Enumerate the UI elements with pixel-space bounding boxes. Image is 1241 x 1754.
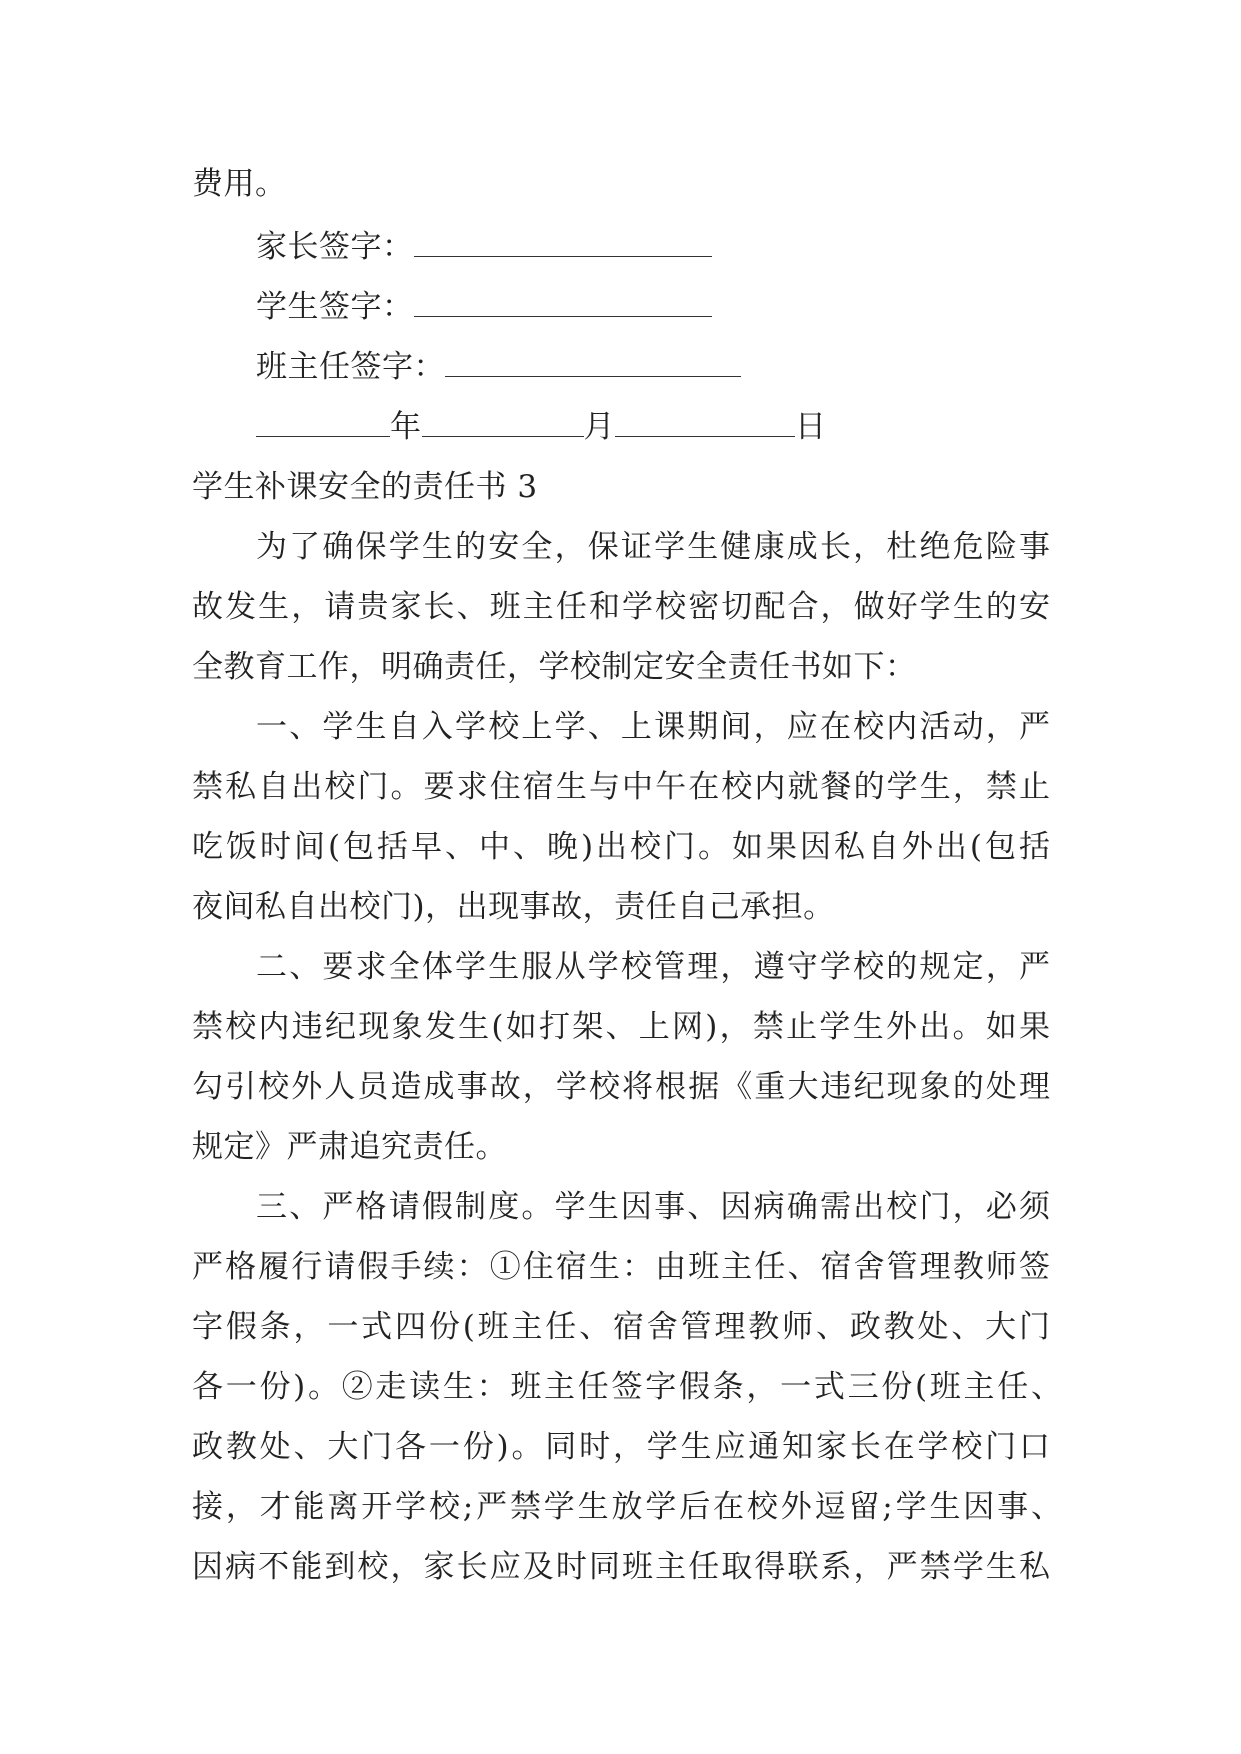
- paragraph-line: 吃饭时间(包括早、中、晚)出校门。如果因私自外出(包括: [192, 829, 1050, 865]
- paragraph-line: 政教处、大门各一份)。同时，学生应通知家长在学校门口: [192, 1429, 1050, 1465]
- paragraph-line: 严格履行请假手续：①住宿生：由班主任、宿舍管理教师签: [192, 1249, 1050, 1285]
- day-blank-line: [615, 408, 795, 437]
- paragraph-line: 勾引校外人员造成事故，学校将根据《重大违纪现象的处理: [192, 1069, 1050, 1105]
- paragraph-line: 字假条，一式四份(班主任、宿舍管理教师、政教处、大门: [192, 1309, 1050, 1345]
- paragraph-line: 禁校内违纪现象发生(如打架、上网)，禁止学生外出。如果: [192, 1009, 1050, 1045]
- parent-signature-row: [256, 227, 712, 267]
- paragraph-line: 夜间私自出校门)，出现事故，责任自己承担。: [192, 889, 835, 925]
- intro-tail-text: 费用。: [192, 166, 287, 202]
- teacher-signature-line: [445, 348, 741, 377]
- teacher-signature-row: [256, 347, 741, 387]
- day-label: 日: [795, 409, 827, 445]
- paragraph-line: 全教育工作，明确责任，学校制定安全责任书如下：: [192, 649, 917, 685]
- paragraph-line: 三、严格请假制度。学生因事、因病确需出校门，必须: [256, 1189, 1050, 1225]
- year-blank-line: [256, 408, 390, 437]
- student-signature-line: [414, 288, 712, 317]
- paragraph-line: 为了确保学生的安全，保证学生健康成长，杜绝危险事: [256, 529, 1050, 565]
- paragraph-line: 二、要求全体学生服从学校管理，遵守学校的规定，严: [256, 949, 1050, 985]
- month-label: 月: [583, 409, 615, 445]
- paragraph-line: 接，才能离开学校;严禁学生放学后在校外逗留;学生因事、: [192, 1489, 1062, 1525]
- paragraph-line: 各一份)。②走读生：班主任签字假条，一式三份(班主任、: [192, 1369, 1062, 1405]
- section-title: 学生补课安全的责任书 3: [192, 469, 538, 505]
- paragraph-line: 故发生，请贵家长、班主任和学校密切配合，做好学生的安: [192, 589, 1050, 625]
- year-label: 年: [390, 409, 422, 445]
- parent-signature-label: 家长签字：: [256, 229, 414, 265]
- paragraph-line: 一、学生自入学校上学、上课期间，应在校内活动，严: [256, 709, 1050, 745]
- paragraph-line: 因病不能到校，家长应及时同班主任取得联系，严禁学生私: [192, 1549, 1050, 1585]
- paragraph-line: 禁私自出校门。要求住宿生与中午在校内就餐的学生，禁止: [192, 769, 1050, 805]
- date-row: [256, 407, 827, 447]
- parent-signature-line: [414, 228, 712, 257]
- teacher-signature-label: 班主任签字：: [256, 349, 445, 385]
- month-blank-line: [422, 408, 584, 437]
- paragraph-line: 规定》严肃追究责任。: [192, 1129, 507, 1165]
- student-signature-label: 学生签字：: [256, 289, 414, 325]
- student-signature-row: [256, 287, 712, 327]
